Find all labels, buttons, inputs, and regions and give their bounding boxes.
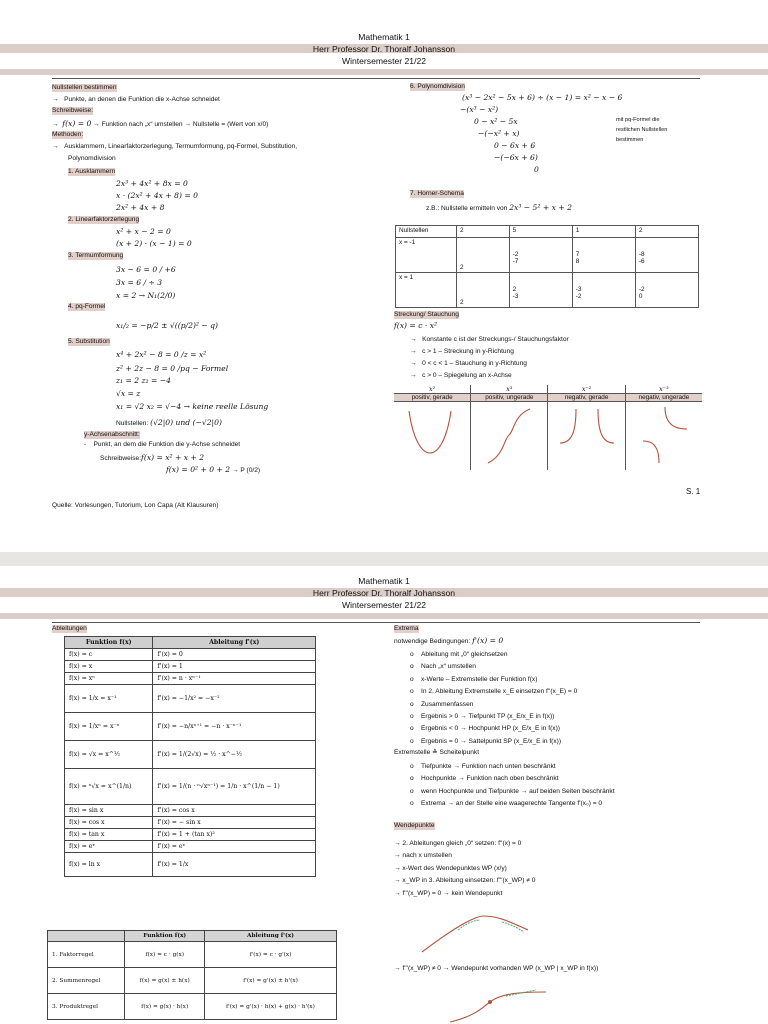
rg-cell: f(x) = g(x) ± h(x) xyxy=(125,968,205,994)
rg-head: Ableitung f'(x) xyxy=(205,931,337,942)
extrema-condition-formula: f'(x) = 0 xyxy=(472,636,504,645)
power-label: negativ, ungerade xyxy=(625,394,702,402)
arrow-icon: → xyxy=(52,96,59,103)
horner-cell: x = -1 xyxy=(399,239,416,246)
arrow-icon: → xyxy=(410,336,417,343)
extrema-item: o wenn Hochpunkte und Tiefpunkte → auf beiden Seiten beschränkt xyxy=(410,787,615,795)
page-2 xyxy=(0,566,768,1024)
method-2-line: (x + 2) · (x − 1) = 0 xyxy=(116,239,192,248)
label-schreibweise: Schreibweise: xyxy=(52,107,94,114)
ableitungen-table xyxy=(64,636,316,877)
extrema-item-text: In 2. Ableitung Extremstelle x_E einsetzen f''(x_E) = 0 xyxy=(421,688,578,696)
extrema-item-text: Ergebnis = 0 → Sattelpunkt SP (x_E/x_E in f(x)) xyxy=(421,737,562,745)
formula-fx-zero: f(x) = 0 xyxy=(62,119,92,128)
method-3-line: 3x − 6 = 0 / +6 xyxy=(116,265,176,274)
horner-cell: -3 xyxy=(512,293,519,300)
y-achse-definition: Punkt, an dem die Funktion die y-Achse schneidet xyxy=(93,441,241,448)
method-5-line: z₁ = 2 z₂ = −4 xyxy=(116,376,171,385)
extrema-item: o x-Werte – Extremstelle der Funktion f(x) xyxy=(410,675,538,683)
extrema-item: o Ergebnis > 0 → Tiefpunkt TP (x_E/x_E in f(x)) xyxy=(410,713,555,721)
abl-cell: f'(x) = 1/(2√x) = ½ · x^−½ xyxy=(153,741,316,769)
horner-cell: 8 xyxy=(575,258,580,265)
method-1-line: 2x² + 4x + 8 xyxy=(116,203,165,212)
streckung-item-text: 0 < c < 1 – Stauchung in y-Richtung xyxy=(422,360,527,367)
y-formula-2: f(x) = 0² + 0 + 2 xyxy=(166,465,231,474)
abl-cell: f(x) = ln x xyxy=(65,853,153,877)
graph-x2 xyxy=(397,405,467,465)
horner-cell: -3 xyxy=(575,286,582,293)
extrema-list xyxy=(410,649,577,748)
horner-cell: -2 xyxy=(638,286,645,293)
wendepunkte-list xyxy=(394,838,535,900)
abl-cell: f(x) = x xyxy=(65,661,153,673)
page-number: S. 1 xyxy=(686,487,701,496)
nullstellen-label: Nullstellen: xyxy=(116,420,149,427)
power-label: positiv, ungerade xyxy=(471,394,548,402)
extrema-item-text: wenn Hochpunkte und Tiefpunkte → auf beiden Seiten beschränkt xyxy=(421,787,615,795)
abl-cell: f(x) = cos x xyxy=(65,817,153,829)
extrema-item: o Ergebnis < 0 → Hochpunkt HP (x_E/x_E in f(x)) xyxy=(410,725,560,733)
header-semester: Wintersemester 21/22 xyxy=(341,56,427,66)
horner-cell: 2 xyxy=(460,264,464,271)
method-5-line: x⁴ + 2x² − 8 = 0 /z = x² xyxy=(116,350,207,359)
header-course: Mathematik 1 xyxy=(358,32,410,42)
wp-item: → nach x umstellen xyxy=(394,852,452,860)
streckung-item-text: Konstante c ist der Streckungs-/ Stauchungsfaktor xyxy=(422,336,569,343)
horner-cell: x = 1 xyxy=(399,274,414,281)
power-graph-cell xyxy=(625,402,702,470)
method-4-line: x₁/₂ = −p/2 ± √((p/2)² − q) xyxy=(116,321,218,330)
quelle: Quelle: Vorlesungen, Tutorium, Lon Capa (Alt Klausuren) xyxy=(52,502,219,509)
method-5-line: √x = z xyxy=(116,389,141,398)
graph-x-3 xyxy=(629,405,699,465)
abl-cell: f(x) = c xyxy=(65,649,153,661)
rg-cell: 2. Summenregel xyxy=(48,968,125,994)
horner-cell: -2 xyxy=(575,293,582,300)
rg-cell: f(x) = g(x) · h(x) xyxy=(125,994,205,1020)
abl-cell: f'(x) = eˣ xyxy=(153,841,316,853)
abl-cell: f'(x) = 1 + (tan x)² xyxy=(153,829,316,841)
power-table xyxy=(394,385,702,470)
section-ableitungen: Ableitungen xyxy=(52,625,87,632)
arrow-icon: → xyxy=(410,348,417,355)
extrema-item-text: Ergebnis > 0 → Tiefpunkt TP (x_E/x_E in f(x)) xyxy=(421,713,555,721)
extrema-item: o Nach „x“ umstellen xyxy=(410,663,476,671)
extrema-item: o Extrema → an der Stelle eine waagerechte Tangente f'(x₀) = 0 xyxy=(410,800,603,808)
method-5-title: 5. Substitution xyxy=(68,338,110,345)
extrema-list-2 xyxy=(410,761,615,811)
header-course: Mathematik 1 xyxy=(358,576,410,586)
horner-cell: -2 xyxy=(512,251,519,258)
method-3-title: 3. Termumformung xyxy=(68,252,124,259)
rg-cell: f'(x) = g'(x) · h(x) + g(x) · h'(x) xyxy=(205,994,337,1020)
section-wendepunkte: Wendepunkte xyxy=(394,822,435,829)
nullstellen-result: (√2|0) und (−√2|0) xyxy=(150,418,222,427)
polydiv-line: 0 − 6x + 6 xyxy=(494,141,536,150)
extrema-item: o Hochpunkte → Funktion nach oben beschränkt xyxy=(410,775,559,783)
extrema-item: o Zusammenfassen xyxy=(410,700,474,708)
wp-item: → x-Wert des Wendepunktes WP (x/y) xyxy=(394,864,507,872)
streckung-item xyxy=(410,372,512,380)
method-6-title: 6. Polynomdivision xyxy=(410,83,465,90)
horner-cell: 7 xyxy=(575,251,580,258)
power-graph-cell xyxy=(471,402,548,470)
horner-cell: 2 xyxy=(460,299,464,306)
abl-cell: f'(x) = 1/(n · ⁿ√xⁿ⁻¹) = 1/n · x^(1/n − 1) xyxy=(153,769,316,805)
streckung-item xyxy=(410,336,569,344)
header-semester: Wintersemester 21/22 xyxy=(341,600,427,610)
abl-cell: f(x) = √x = x^½ xyxy=(65,741,153,769)
abl-cell: f'(x) = −1/x² = −x⁻² xyxy=(153,685,316,713)
rg-cell: 3. Produktregel xyxy=(48,994,125,1020)
power-label: positiv, gerade xyxy=(394,394,471,402)
method-1-line: 2x³ + 4x² + 8x = 0 xyxy=(116,179,188,188)
rg-cell: f(x) = c · g(x) xyxy=(125,942,205,968)
y-result: → P (0/2) xyxy=(231,467,261,474)
arrow-icon: → xyxy=(52,121,59,128)
polydiv-note: mit pq-Formel die xyxy=(616,117,660,123)
power-graph-cell xyxy=(394,402,471,470)
streckung-item-text: c > 0 – Spiegelung an x-Achse xyxy=(422,372,512,379)
polydiv-line: −(−6x + 6) xyxy=(494,153,538,162)
methoden-list: Ausklammern, Linearfaktorzerlegung, Termumformung, pq-Formel, Substitution, xyxy=(64,143,298,150)
horner-cell: 5 xyxy=(509,226,572,238)
polydiv-line: −(x³ − x²) xyxy=(460,105,499,114)
horner-cell: 2 xyxy=(457,226,510,238)
abl-cell: f'(x) = 1/x xyxy=(153,853,316,877)
abl-cell: f'(x) = −n/xⁿ⁺¹ = −n · x⁻ⁿ⁻¹ xyxy=(153,713,316,741)
power-label: negativ, gerade xyxy=(548,394,625,402)
extrema-item: o Ergebnis = 0 → Sattelpunkt SP (x_E/x_E in f(x)) xyxy=(410,737,562,745)
power-head: x⁻³ xyxy=(625,385,702,394)
abl-cell: f'(x) = 0 xyxy=(153,649,316,661)
horner-cell: -7 xyxy=(512,258,519,265)
extrema-item-text: Ergebnis < 0 → Hochpunkt HP (x_E/x_E in f(x)) xyxy=(421,725,560,733)
horner-cell: -8 xyxy=(638,251,645,258)
methoden-list-2: Polynomdivision xyxy=(68,155,116,162)
nullstellen-definition: Punkte, an denen die Funktion die x-Achse schneidet xyxy=(64,96,220,103)
graph-x-2 xyxy=(552,405,622,465)
horner-cell: -6 xyxy=(638,258,645,265)
wp-item: → 2. Ableitungen gleich „0“ setzen: f''(x) = 0 xyxy=(394,840,522,847)
horner-function: 2x³ − 5² + x + 2 xyxy=(509,203,572,212)
power-graph-cell xyxy=(548,402,625,470)
polydiv-line: (x³ − 2x² − 5x + 6) ÷ (x − 1) = x² − x − 6 xyxy=(462,93,623,102)
method-3-line: 3x = 6 / ÷ 3 xyxy=(116,278,163,287)
horner-cell: 2 xyxy=(512,286,517,293)
extrema-item-text: Ableitung mit „0“ gleichsetzen xyxy=(421,651,508,658)
arrow-icon: → xyxy=(410,372,417,379)
streckung-item xyxy=(410,360,527,368)
extrema-scheitel: Extremstelle ≙ Scheitelpunkt xyxy=(394,749,480,756)
abl-cell: f'(x) = 1 xyxy=(153,661,316,673)
polydiv-note: restlichen Nullstellen xyxy=(616,127,668,133)
polydiv-line: 0 xyxy=(534,165,539,174)
arrow-icon: → xyxy=(52,143,59,150)
extrema-item-text: Tiefpunkte → Funktion nach unten beschränkt xyxy=(421,763,556,770)
extrema-item: o Tiefpunkte → Funktion nach unten beschränkt xyxy=(410,763,556,770)
section-y-achse: y-Achsenabschnitt: xyxy=(84,431,140,438)
horner-table xyxy=(395,225,699,308)
abl-cell: f'(x) = n · xⁿ⁻¹ xyxy=(153,673,316,685)
section-extrema: Extrema xyxy=(394,625,419,632)
header-professor: Herr Professor Dr. Thoralf Johansson xyxy=(312,44,456,54)
method-1-title: 1. Ausklammern xyxy=(68,168,116,175)
method-2-line: x² + x − 2 = 0 xyxy=(116,227,171,236)
label-methoden: Methoden: xyxy=(52,131,84,138)
abl-cell: f(x) = xⁿ xyxy=(65,673,153,685)
abl-head: Ableitung f'(x) xyxy=(153,637,316,649)
rg-cell: f'(x) = g'(x) ± h'(x) xyxy=(205,968,337,994)
method-7-title: 7. Horner-Schema xyxy=(410,190,464,197)
extrema-item: o Ableitung mit „0“ gleichsetzen xyxy=(410,651,508,658)
abl-cell: f(x) = eˣ xyxy=(65,841,153,853)
method-1-line: x · (2x² + 4x + 8) = 0 xyxy=(116,191,198,200)
horner-cell: 2 xyxy=(635,226,698,238)
rg-head xyxy=(48,931,125,942)
regeln-table xyxy=(47,930,337,1020)
extrema-item-text: x-Werte – Extremstelle der Funktion f(x) xyxy=(421,675,538,683)
wendepunkt-sketch-1 xyxy=(414,906,534,956)
abl-cell: f(x) = sin x xyxy=(65,805,153,817)
horner-cell: Nullstellen xyxy=(396,226,457,238)
method-4-title: 4. pq-Formel xyxy=(68,303,106,310)
y-formula-1: f(x) = x² + x + 2 xyxy=(141,453,205,462)
abl-cell: f(x) = 1/xⁿ = x⁻ⁿ xyxy=(65,713,153,741)
power-head: x³ xyxy=(471,385,548,394)
wp-item: → f'''(x_WP) = 0 → kein Wendepunkt xyxy=(394,889,503,897)
abl-cell: f'(x) = cos x xyxy=(153,805,316,817)
wendepunkt-sketch-2 xyxy=(446,986,556,1024)
extrema-item: o In 2. Ableitung Extremstelle x_E einsetzen f''(x_E) = 0 xyxy=(410,688,578,696)
section-nullstellen: Nullstellen bestimmen xyxy=(52,84,117,91)
polydiv-note: bestimmen xyxy=(616,137,644,143)
streckung-formula: f(x) = c · x² xyxy=(394,321,438,330)
abl-head: Funktion f(x) xyxy=(65,637,153,649)
abl-cell: f(x) = ⁿ√x = x^(1/n) xyxy=(65,769,153,805)
rg-head: Funktion f(x) xyxy=(125,931,205,942)
graph-x3 xyxy=(474,405,544,465)
rg-cell: f'(x) = c · g'(x) xyxy=(205,942,337,968)
power-head: x² xyxy=(394,385,471,394)
header-professor: Herr Professor Dr. Thoralf Johansson xyxy=(312,588,456,598)
extrema-condition: notwendige Bedingungen: xyxy=(394,638,471,645)
arrow-icon: → xyxy=(410,360,417,367)
horner-cell: 1 xyxy=(572,226,635,238)
power-head: x⁻² xyxy=(548,385,625,394)
abl-cell: f(x) = 1/x = x⁻¹ xyxy=(65,685,153,713)
page-1: Mathematik 1 Herr Professor Dr. Thoralf Johansson Wintersemester 21/22 Nullstellen bestimmen → Punkte, an denen die Funktion die x-Achse schneidet Schreibweise: → f(x) = 0 → Funktion nach „x“ umstellen → Nullstelle = (Wert von x/0) Methoden: → Ausklammern, Linearfaktorzerlegung, Termumformung, pq-Formel, Substitution, Polynomdivision 1. Ausklammern 2x³ + 4x² + 8x = 0 x · (2x² + 4x + 8) = 0 2x² + 4x + 8 2. Linearfaktorzerlegung x² + x − 2 = 0 (x + 2) · (x − 1) = 0 3. Termumformung 3x − 6 = 0 / +6 3x = 6 / ÷ 3 x = 2 → N₁(2/0) 4. pq-Formel x₁/₂ = −p/2 ± √((p/2)² − q) 5. Substitution x⁴ + 2x² − 8 = 0 /z = x² z² + 2z − 8 = 0 /pq − Formel z₁ = 2 z₂ = −4 √x = z x₁ = √2 x₂ = √−4 → keine reelle Lösung Nullstellen: (√2|0) und (−√2|0) y-Achsenabschnitt: - Punkt, an dem die Funktion die y-Achse schneidet Schreibweise:f(x) = x² + x + 2 f(x) = 0² + 0 + 2 → P (0/2) Quelle: Vorlesungen, Tutorium, Lon Capa (Alt Klausuren) S. 1 6. Polynomdivision (x³ − 2x² − 5x + 6) ÷ (x − 1) = x² − x − 6 −(x³ − x²) 0 − x² − 5x −(−x² + x) 0 − 6x + 6 −(−6x + 6) 0 mit pq-Formel die restlichen Nullstellen bestimmen 7. Horner-Schema z.B.: Nullstelle ermitteln von 2x³ − 5² + x + 2 Nullstellen 2 5 1 2 x = -1 2 -2 -7 7 8 -8 -6 x = 1 2 2 -3 -3 -2 -2 0 Streckung/ Stauchung f(x) = c · x² → Konstante c ist der Streckungs-/ Stauchungsfaktor → c > 1 – Streckung in y-Richtung → 0 < c < 1 – Stauchung in y-Richtung → c > 0 – Spiegelung an x-Achse x² x³ x⁻² x⁻³ positiv, gerade positiv, ungerade negativ, gerade negativ, ungerade xyxy=(0,0,768,552)
method-3-line: x = 2 → N₁(2/0) xyxy=(116,291,176,300)
extrema-item-text: Extrema → an der Stelle eine waagerechte Tangente f'(x₀) = 0 xyxy=(421,800,603,808)
y-label-schreibweise: Schreibweise: xyxy=(100,455,142,462)
extrema-item-text: Zusammenfassen xyxy=(421,700,474,708)
schreibweise-text: → Funktion nach „x“ umstellen → Nullstelle = (Wert von x/0) xyxy=(93,121,269,128)
wp-final: → f'''(x_WP) ≠ 0 → Wendepunkt vorhanden WP (x_WP | x_WP in f(x)) xyxy=(394,965,599,972)
section-streckung: Streckung/ Stauchung xyxy=(394,311,459,318)
method-5-line: z² + 2z − 8 = 0 /pq − Formel xyxy=(116,364,229,373)
method-5-line: x₁ = √2 x₂ = √−4 → keine reelle Lösung xyxy=(116,402,269,411)
horner-example: z.B.: Nullstelle ermitteln von xyxy=(426,205,508,212)
extrema-item-text: Nach „x“ umstellen xyxy=(421,663,476,671)
abl-cell: f'(x) = − sin x xyxy=(153,817,316,829)
abl-cell: f(x) = tan x xyxy=(65,829,153,841)
horner-cell: 0 xyxy=(638,293,643,300)
wp-item: → x_WP in 3. Ableitung einsetzen: f'''(x_WP) ≠ 0 xyxy=(394,877,536,885)
rg-cell: 1. Faktorregel xyxy=(48,942,125,968)
method-2-title: 2. Linearfaktorzerlegung xyxy=(68,216,140,223)
polydiv-line: −(−x² + x) xyxy=(478,129,520,138)
extrema-item-text: Hochpunkte → Funktion nach oben beschränkt xyxy=(421,775,559,783)
streckung-item xyxy=(410,348,514,356)
streckung-item-text: c > 1 – Streckung in y-Richtung xyxy=(422,348,514,355)
polydiv-line: 0 − x² − 5x xyxy=(474,117,518,126)
